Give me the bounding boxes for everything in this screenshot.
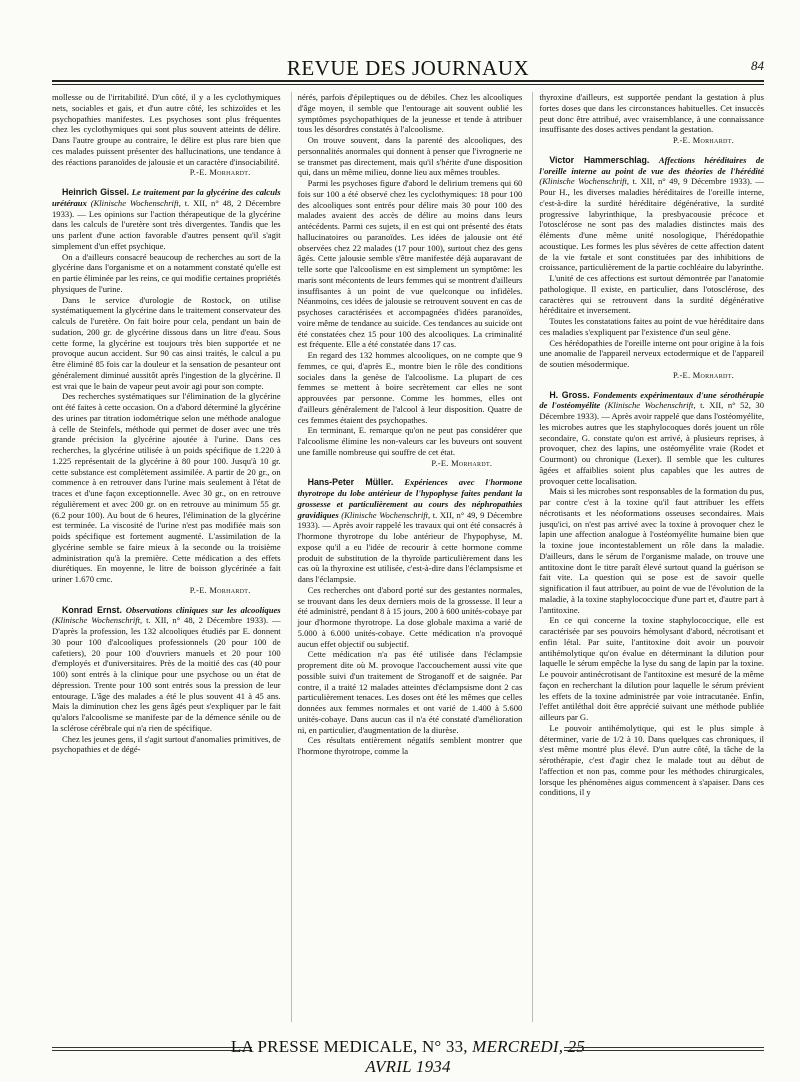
paragraph: En terminant, E. remarque qu'on ne peut pas considérer que l'alcoolisme élimine les non-valeurs car les buveurs ont souvent une famille nombreuse qui souffre de cet état. xyxy=(297,425,523,457)
column-3 xyxy=(532,92,764,1022)
article-title: Fondements expérimentaux d'une sérothérapie de l'ostéomyélite xyxy=(539,389,764,411)
article-author: Heinrich Gissel. xyxy=(62,187,130,197)
footer-issue-line xyxy=(212,1037,604,1077)
paragraph: Chez les jeunes gens, il s'agit surtout d'anomalies primitives, de psychopathies et de dégé- xyxy=(52,733,281,755)
footer-date: 25 AVRIL 1934 xyxy=(365,1037,586,1076)
article-journal: (Klinische Wochenschrift, xyxy=(341,509,431,520)
paragraph: On trouve souvent, dans la parenté des alcooliques, des personnalités anormales qui donnent à penser que l'ivrognerie ne se transmet pas directement, mais qu'il s'hérite d'une disposition qui, dans un même milieu, donne lieu aux mêmes troubles. xyxy=(297,135,523,178)
article-journal: (Klinische Wochenschrift, xyxy=(52,615,143,626)
article-reference: t. XII, n° 48, 2 Décembre 1933). — D'après la profession, les 132 alcooliques étudiés par E. donnent 30 pour 100 d'alcooliques professionnels (20 pour 100 de cafetiers), 20 pour 100 d'ouvriers manuels et 20 pour 100 d'employés et d'universitaires. Près de la moitié des cas (40 pour 100) sont entrés à la clinique pour une psychose ou un état de dépression. Trente pour 100 sont entrés sous la pression de leur entourage. L'âge des malades a été le plus souvent 41 à 45 ans. Mais la diminution chez les gens âgés peut s'expliquer par le fait qu'alors l'alcoolisme se manifeste par de la démence sénile ou de la sclérose cérébrale qui n'a rien de spécifique. xyxy=(52,615,281,733)
column-2 xyxy=(291,92,523,1022)
paragraph: En ce qui concerne la toxine staphylococcique, elle est caractérisée par ses pouvoirs hémolysant d'abord, nécrotisant et enfin létal. Par suite, l'antitoxine doit avoir un pouvoir antihémolytique qu'on évalue en déterminant la dilution pour laquelle le sérum empêche la lyse du sang de lapin par la toxine. Le pouvoir antinécrotisant de l'antitoxine est mesuré de la même façon en recherchant la dilution pour laquelle le sérum prévient les effets de la toxine administrée par voie intracutanée. Enfin, l'effet antiléthal doit être apprécié suivant une méthode publiée ailleurs par G. xyxy=(539,615,764,722)
paragraph: Parmi les psychoses figure d'abord le delirium tremens qui 60 fois sur 100 a été observé chez les cyclothymiques: 18 pour 100 des alcooliques sont entrés pour délire mais 30 pour 100 des malades avaient des accès de délire au moins dans leurs antécédents. Parmi ces sujets, il en est qui ont présenté des états hallucinatoires ou paranoïdes. Les idées de jalousie ont été observées chez 22 malades (17 pour 100), surtout chez des gens âgés. Cette jalousie semble s'être manifestée déjà auparavant de telle sorte que l'alcoolisme en est simplement un symptôme: les maris sont mécontents de leurs femmes qui se montrent d'ailleurs insuffisantes à un point de vue quelconque ou infidèles. Néanmoins, ces idées de jalousie se retrouvent souvent en cas de psychoses caractérisées et accompagnées d'idées paranoïdes, voire même de tendance au suicide. Ces tendances au suicide ont été constatées chez 15 pour 100 des alcooliques. La criminalité est fréquente. Elle a été constatée dans 17 cas. xyxy=(297,178,523,350)
article-reference: t. XII, n° 49, 9 Décembre 1933). — Après avoir rappelé les travaux qui ont été consacrés à l'hormone thyrotrope du lobe antérieur de l'hypophyse, M. expose qu'il a eu l'idée de recourir à cette hormone comme produit de substitution de la thyroïde particulièrement dans les cas où la thyroxine est utilisée, c'est-à-dire dans l'éclampsisme et dans l'éclampsie. xyxy=(297,509,523,584)
footer-day: MERCREDI, xyxy=(472,1037,564,1056)
author-signature: P.-E. Morhardt. xyxy=(673,136,734,145)
article-author: Hans-Peter Müller. xyxy=(307,477,394,488)
author-signature: P.-E. Morhardt. xyxy=(673,370,734,380)
article-heading xyxy=(539,155,764,273)
paragraph: thyroxine d'ailleurs, est supportée pendant la gestation à plus fortes doses que dans les circonstances habituelles. Cet insuccès peut donc être attribué, avec vraisemblance, à une connaissance insuffisante des doses actives pendant la gestation. xyxy=(539,92,764,135)
article-author: Konrad Ernst. xyxy=(62,604,122,615)
paragraph: Des recherches systématiques sur l'élimination de la glycérine ont été faites à cette occasion. On a d'abord déterminé la glycérine des urines par titration iodométrique selon une méthode analogue à celle de Steinfels, méthode qui permet de doser avec une très grande précision la glycérine ajoutée à l'urine. Dans ces recherches, la glycérine utilisée à un poids spécifique de 1.220 à 1.225 représentait de la glycérine à 80 pour 100. Jusqu'à 10 gr. cette substance est complètement assimilée. A partir de 20 gr., on commence à en retrouver dans l'urine mais seulement à l'état de traces et d'une façon exceptionnelle. Avec 30 gr., on en retrouve régulièrement et avec 200 gr. on en retrouve au minimum 55 gr. (6.2 pour 100). Au bout de 6 heures, l'élimination de la glycérine est terminée. La viscosité de l'urine n'est pas modifiée mais son poids spécifique est fortement augmenté. L'assimilation de la glycérine semble se faire mieux à la seconde ou la troisième administration qu'à la première. Cette médication a des effets diurétiques. En moyenne, le litre de boisson glycérinée a fait uriner 1.670 cmc. xyxy=(52,391,281,584)
paragraph: En regard des 132 hommes alcooliques, on ne compte que 9 femmes, ce qui, d'après E., montre bien le rôle des conditions sociales dans la genèse de l'alcoolisme. La plupart de ces femmes se mettent à boire secrètement car elles ne sont approuvées par personne. Comme les hommes, elles ont d'ailleurs généralement de l'alcool à leur disposition. Quatre de ces femmes étaient des psychopathes. xyxy=(297,350,523,425)
paragraph: mollesse ou de l'irritabilité. D'un côté, il y a les cyclothymiques nets, sociables et gais, et d'un autre côté, les schizoïdes et les psychopathies manifestes. Les psychoses sont plus fréquentes chez les cyclothymiques qui sont plus souvent atteints de délire. Dans l'autre groupe au contraire, le délire est plus rare bien que ces malades puissent présenter des hallucinations, une tendance à des réactions paranoïdes de jalousie et un caractère d'insociabilité. xyxy=(52,92,281,167)
author-signature: P.-E. Morhardt. xyxy=(189,168,251,178)
article-journal: (Klinische Wochenschrift, xyxy=(604,400,696,411)
author-signature: P.-E. Morhardt. xyxy=(431,458,493,468)
paragraph: On a d'ailleurs consacré beaucoup de recherches au sort de la glycérine dans l'organisme et on a notamment constaté qu'elle est en partie éliminée par les reins, ce qui modifie certaines propriétés physiques de l'urine. xyxy=(52,251,281,294)
paragraph: Toutes les constatations faites au point de vue héréditaire dans ces maladies s'expliquent par l'existence d'un seul gène. xyxy=(539,316,764,337)
header-rule xyxy=(52,80,764,82)
article-heading xyxy=(52,187,281,252)
paragraph: L'unité de ces affections est surtout démontrée par l'anatomie pathologique. Il existe, en particulier, dans l'otosclérose, des caractères qui se retrouvent dans la surdité dégénérative héréditaire et inversement. xyxy=(539,273,764,316)
text-columns xyxy=(52,92,764,1022)
article-reference: t. XII, n° 48, 2 Décembre 1933). — Les opinions sur l'action thérapeutique de la glycérine dans les calculs de l'uretère sont très divergentes. Tandis que les uns parlent d'une action favorable d'autres pensent qu'il s'agit simplement d'un effet psychique. xyxy=(52,197,281,251)
journal-section-title: REVUE DES JOURNAUX xyxy=(286,56,530,80)
paragraph: Ces hérédopathies de l'oreille interne ont pour origine à la fois une anomalie de l'appareil nerveux ectodermique et de l'appareil de soutien mésodermique. xyxy=(539,337,764,369)
article-heading xyxy=(539,390,764,487)
page-number: 84 xyxy=(751,58,764,73)
paragraph: nérés, parfois d'épileptiques ou de débiles. Chez les alcooliques d'âge moyen, il semble que l'entourage ait souvent oublié les symptômes psychopathiques de la jeunesse et tende à attribuer tous les désordres constatés à l'alcoolisme. xyxy=(297,92,523,135)
article-reference: t. XII, n° 49, 9 Décembre 1933). — Pour H., les diverses maladies héréditaires de l'oreille interne, c'est-à-dire la surdité héréditaire dégénérative, la surdité progressive labyrinthique, la presbyacousie précoce et l'otosclérose ne sont pas des maladies distinctes mais des éléments d'une même unité nosologique, l'hérédopathie acoustique. Les formes les plus sévères de cette affection datent de la vie fœtale et sont constituées par des inhibitions de croissance, particulièrement de la partie cochléaire du labyrinthe. xyxy=(539,176,764,273)
paragraph: Mais si les microbes sont responsables de la formation du pus, par contre c'est à la toxine qu'il faut attribuer les effets nécrotisants et les néoformations osseuses secondaires. Mais jusqu'ici, on n'est pas arrivé avec la toxine à provoquer chez le lapin une affection analogue à l'ostéomyélite humaine bien que la toxine joue incontestablement un rôle dans la maladie. D'ailleurs, dans le sérum de l'organisme malade, on trouve une antitoxine dont le titre paraît élevé surtout quand la guérison se fait vite. La question qui se pose est de savoir quelle signification il faut attribuer, au point de vue de l'évolution de la maladie, à la toxine staphylococcique d'une part et, d'autre part à l'antitoxine. xyxy=(539,486,764,615)
article-title: Expériences avec l'hormone thyrotrope du lobe antérieur de l'hypophyse faites pendant la grossesse et particulièrement au cours des néphropathies gravidiques xyxy=(297,477,523,520)
article-reference: t. XII, n° 52, 30 Décembre 1933). — Après avoir rappelé que dans l'ostéomyélite, les microbes autres que les staphylocoques dorés jouent un rôle secondaire, G. constate qu'on est arrivé, à plusieurs reprises, à provoquer, chez des lapins, une ostéomyélite vraie (Rodet et Courmont) ou chronique (Lexer). Il semble que les cultures âgées et affaiblies soient plus capables que les autres de provoquer cette localisation. xyxy=(539,400,764,486)
footer-journal-issue: LA PRESSE MEDICALE, N° 33, xyxy=(230,1037,468,1056)
article-journal: (Klinische Wochenschrift, xyxy=(90,197,181,208)
paragraph: Dans le service d'urologie de Rostock, on utilise systématiquement la glycérine dans le traitement conservateur des calculs de l'uretère. On fait boire pour cela, pendant un bain de sudation, 200 gr. de glycérine dissous dans un litre d'eau. Sous cette forme, la glycérine est toujours très bien supportée et ne provoque aucun accident. Sur 90 cas ainsi traités, le calcul a pu être éliminé 85 fois car la douleur et la sensation de pesanteur ont généralement diminué aussitôt après l'ingestion de la glycérine. Il est vrai que le bain de vapeur peut avoir agi pour son compte. xyxy=(52,294,281,391)
paragraph: Ces résultats entièrement négatifs semblent montrer que l'hormone thyrotrope, comme la xyxy=(297,735,523,756)
article-heading xyxy=(52,605,281,734)
paragraph: Cette médication n'a pas été utilisée dans l'éclampsie proprement dite où M. provoque l'accouchement aussi vite que possible suivi d'un traitement de Stroganoff et de saignée. Par contre, il a traité 12 malades atteintes d'éclampsisme dont 2 cas particulièrement tenaces. Les doses ont été les mêmes que celles données aux femmes normales et ont varié de 1.400 à 5.600 unités-cobaye. Dans aucun cas il n'a été constaté d'amélioration ni, en particulier, d'augmentation de la diurèse. xyxy=(297,649,523,735)
page-footer xyxy=(52,1030,764,1076)
author-signature: P.-E. Morhardt. xyxy=(189,585,251,595)
article-title: Le traitement par la glycérine des calculs urétéraux xyxy=(52,187,281,208)
article-author: H. Gross. xyxy=(549,389,590,400)
article-journal: (Klinische Wochenschrift, xyxy=(539,176,630,187)
article-heading xyxy=(298,477,523,585)
article-title: Affections héréditaires de l'oreille interne au point de vue des théories de l'hérédité xyxy=(539,154,764,176)
paragraph: Le pouvoir antihémolytique, qui est le plus simple à déterminer, varie de 1/2 à 10. Dans quelques cas chroniques, il s'est même montré plus élevé. D'un autre côté, la tâche de la sérothérapie, c'est d'agir chez le malade tout au début de l'affection et non pas, comme pour les méthodes chirurgicales, lorsque les phénomènes aigus commencent à s'apaiser. Dans ces conditions, il y xyxy=(539,722,764,798)
header-rule-thin xyxy=(52,84,764,85)
article-title: Observations cliniques sur les alcooliques xyxy=(125,604,281,615)
article-author: Victor Hammerschlag. xyxy=(549,154,650,165)
footer-rule-right xyxy=(564,1047,764,1048)
paragraph: Ces recherches ont d'abord porté sur des gestantes normales, se trouvant dans les deux derniers mois de la grossesse. Il leur a été administré, pendant 8 à 15 jours, 200 à 600 unités-cobaye par jour d'hormone thyrotrope. La dose globale maxima a varié de 5.000 à 6.000 unités-cobaye. Cette médication n'a provoqué aucun effet objectif ou subjectif. xyxy=(297,584,523,649)
column-1 xyxy=(52,92,281,1022)
